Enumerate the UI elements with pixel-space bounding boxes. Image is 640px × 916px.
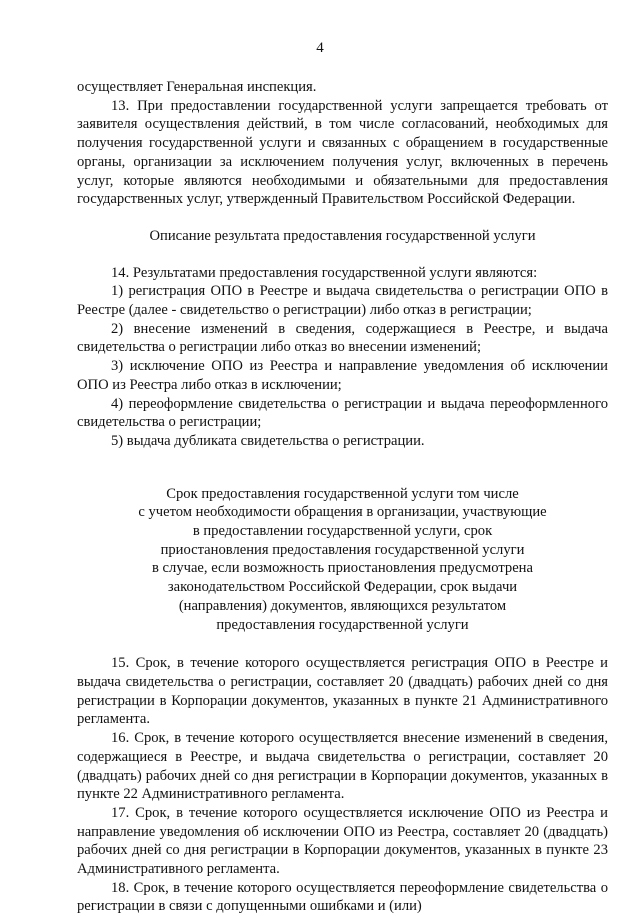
heading-term-line: с учетом необходимости обращения в организации, участвующие (138, 504, 547, 521)
paragraph-13: 13. При предоставлении государственной услуги запрещается требовать от заявителя осуществления действий, в том числе согласований, необходимых для получения государственной услуги и связанных с обращением в государственные органы, организации за исключением получения услуг, включенных в перечень услуг, которые являются необходимыми и обязательными для предоставления государственных услуг, утвержденный Правительством Российской Федерации. (77, 97, 608, 208)
heading-term-line: законодательством Российской Федерации, срок выдачи (167, 579, 518, 596)
heading-term-line: предоставления государственной услуги (216, 616, 469, 633)
results-intro: 14. Результатами предоставления государственной услуги являются: (111, 264, 538, 281)
paragraph-16: 16. Срок, в течение которого осуществляется внесение изменений в сведения, содержащиеся в Реестре, и выдача свидетельства о регистрации, составляет 20 (двадцать) рабочих дней со дня регистрации в Корпорации документов, указанных в пункте 22 Административного регламента. (77, 730, 608, 803)
results-item-4: 4) переоформление свидетельства о регистрации и выдача переоформленного свидетельства о регистрации; (77, 395, 608, 431)
paragraph-15: 15. Срок, в течение которого осуществляется регистрация ОПО в Реестре и выдача свидетельства о регистрации, составляет 20 (двадцать) рабочих дней со дня регистрации в Корпорации документов, указанных в пункте 21 Административного регламента. (77, 655, 608, 728)
heading-term-line: в предоставлении государственной услуги, срок (192, 523, 493, 540)
section-heading-term (77, 485, 608, 635)
results-item-5: 5) выдача дубликата свидетельства о регистрации. (111, 432, 425, 449)
heading-term-line: (направления) документов, являющихся результатом (178, 597, 507, 614)
results-item-2: 2) внесение изменений в сведения, содержащиеся в Реестре, и выдача свидетельства о регистрации либо отказ во внесении изменений; (77, 320, 608, 356)
results-item-3: 3) исключение ОПО из Реестра и направление уведомления об исключении ОПО из Реестра либо отказ в исключении; (77, 358, 608, 393)
document-body (77, 78, 608, 916)
section-heading-result: Описание результата предоставления государственной услуги (149, 227, 536, 244)
heading-term-line: приостановления предоставления государственной услуги (160, 541, 525, 558)
results-item-1: 1) регистрация ОПО в Реестре и выдача свидетельства о регистрации ОПО в Реестре (далее - свидетельство о регистрации) либо отказ в регистрации; (77, 283, 608, 319)
paragraph-17: 17. Срок, в течение которого осуществляется исключение ОПО из Реестра и направление уведомления об исключении ОПО из Реестра, составляет 20 (двадцать) рабочих дней со дня регистрации в Корпорации документов, указанных в пункте 23 Административного регламента. (77, 804, 608, 878)
page-number: 4 (316, 40, 324, 56)
heading-term-line: в случае, если возможность приостановления предусмотрена (152, 560, 533, 577)
paragraph-continuation: осуществляет Генеральная инспекция. (77, 79, 317, 95)
heading-term-line: Срок предоставления государственной услуги том числе (166, 485, 519, 502)
paragraph-18: 18. Срок, в течение которого осуществляется переоформление свидетельства о регистрации в связи с допущенными ошибками и (или) (77, 879, 608, 915)
